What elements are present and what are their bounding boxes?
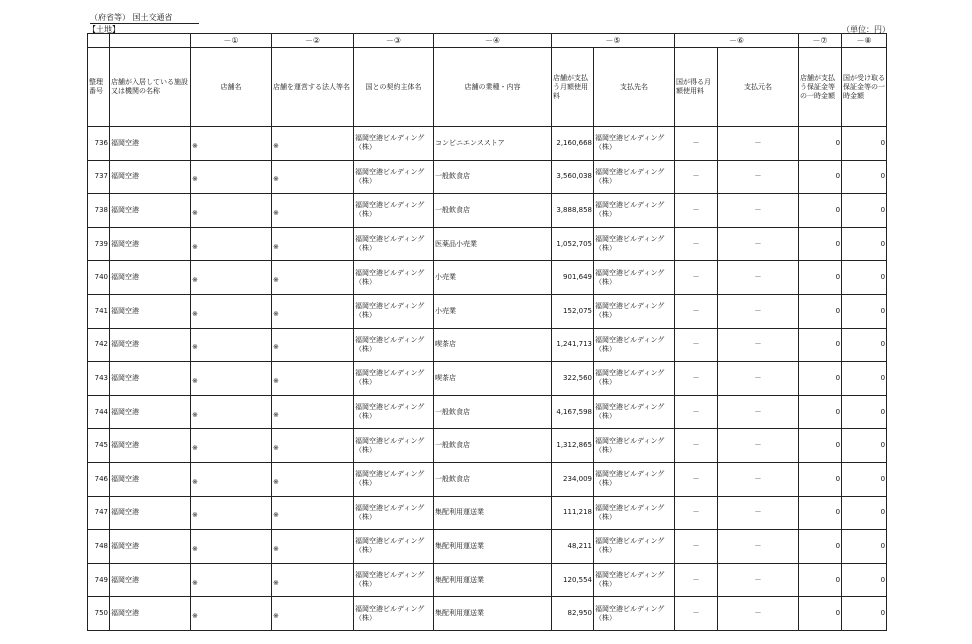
deposit-amount: 0 [799,563,842,597]
column-header-row [88,48,887,127]
store-table [87,33,887,631]
facility-name: 福岡空港 [110,362,191,396]
business-type: 喫茶店 [434,362,552,396]
deposit-amount: 0 [799,328,842,362]
monthly-fee: 3,560,038 [552,160,594,194]
gov-deposit-amount: 0 [842,328,887,362]
payer-name: － [718,597,799,631]
table-row [88,261,887,295]
gov-monthly-fee: － [675,261,718,295]
deposit-amount: 0 [799,362,842,396]
table-body [88,127,887,631]
business-type: 集配利用運送業 [434,496,552,530]
facility-name: 福岡空港 [110,227,191,261]
monthly-fee: 234,009 [552,462,594,496]
gov-monthly-fee: － [675,429,718,463]
contractor-name: 福岡空港ビルディング（株） [354,597,434,631]
row-number: 736 [88,127,110,161]
table-row [88,160,887,194]
table-row [88,530,887,564]
business-type: 集配利用運送業 [434,530,552,564]
store-name: ※ [191,362,272,396]
row-number: 739 [88,227,110,261]
facility-name: 福岡空港 [110,429,191,463]
business-type: 一般飲食店 [434,429,552,463]
monthly-fee: 1,052,705 [552,227,594,261]
row-number: 741 [88,294,110,328]
table-row [88,328,887,362]
colnum-2: －① [191,34,272,48]
table-row [88,462,887,496]
row-number: 746 [88,462,110,496]
table-row [88,227,887,261]
store-name: ※ [191,261,272,295]
contractor-name: 福岡空港ビルディング（株） [354,530,434,564]
header-fee: 店舗が支払う月額使用料 [552,48,594,127]
store-name: ※ [191,395,272,429]
gov-monthly-fee: － [675,530,718,564]
gov-monthly-fee: － [675,227,718,261]
gov-monthly-fee: － [675,328,718,362]
business-type: 一般飲食店 [434,462,552,496]
payee-name: 福岡空港ビルディング（株） [594,530,675,564]
facility-name: 福岡空港 [110,127,191,161]
row-number: 744 [88,395,110,429]
deposit-amount: 0 [799,530,842,564]
row-number: 743 [88,362,110,396]
gov-deposit-amount: 0 [842,395,887,429]
contractor-name: 福岡空港ビルディング（株） [354,261,434,295]
payer-name: － [718,328,799,362]
facility-name: 福岡空港 [110,160,191,194]
deposit-amount: 0 [799,395,842,429]
header-payee: 支払先名 [594,48,675,127]
facility-name: 福岡空港 [110,328,191,362]
payee-name: 福岡空港ビルディング（株） [594,261,675,295]
payee-name: 福岡空港ビルディング（株） [594,294,675,328]
payee-name: 福岡空港ビルディング（株） [594,462,675,496]
operator-name: ※ [272,328,354,362]
monthly-fee: 48,211 [552,530,594,564]
row-number: 737 [88,160,110,194]
deposit-amount: 0 [799,462,842,496]
gov-monthly-fee: － [675,362,718,396]
monthly-fee: 2,160,668 [552,127,594,161]
gov-deposit-amount: 0 [842,563,887,597]
operator-name: ※ [272,530,354,564]
operator-name: ※ [272,395,354,429]
deposit-amount: 0 [799,127,842,161]
payee-name: 福岡空港ビルディング（株） [594,127,675,161]
header-facility: 店舗が入居している施設又は機関の名称 [110,48,191,127]
payer-name: － [718,395,799,429]
store-name: ※ [191,160,272,194]
contractor-name: 福岡空港ビルディング（株） [354,328,434,362]
operator-name: ※ [272,160,354,194]
ministry-label: （府省等） 国土交通省 [90,12,199,24]
operator-name: ※ [272,362,354,396]
deposit-amount: 0 [799,194,842,228]
facility-name: 福岡空港 [110,563,191,597]
operator-name: ※ [272,227,354,261]
facility-name: 福岡空港 [110,395,191,429]
row-number: 740 [88,261,110,295]
monthly-fee: 901,649 [552,261,594,295]
row-number: 750 [88,597,110,631]
monthly-fee: 120,554 [552,563,594,597]
business-type: 集配利用運送業 [434,597,552,631]
payer-name: － [718,227,799,261]
business-type: コンビニエンスストア [434,127,552,161]
payer-name: － [718,462,799,496]
gov-deposit-amount: 0 [842,597,887,631]
business-type: 医薬品小売業 [434,227,552,261]
colnum-0 [88,34,110,48]
deposit-amount: 0 [799,429,842,463]
gov-monthly-fee: － [675,496,718,530]
monthly-fee: 3,888,858 [552,194,594,228]
store-name: ※ [191,127,272,161]
facility-name: 福岡空港 [110,462,191,496]
gov-monthly-fee: － [675,563,718,597]
store-name: ※ [191,496,272,530]
business-type: 喫茶店 [434,328,552,362]
deposit-amount: 0 [799,261,842,295]
payee-name: 福岡空港ビルディング（株） [594,597,675,631]
gov-monthly-fee: － [675,127,718,161]
contractor-name: 福岡空港ビルディング（株） [354,194,434,228]
row-number: 742 [88,328,110,362]
header-operator: 店舗を運営する法人等名 [272,48,354,127]
gov-deposit-amount: 0 [842,530,887,564]
contractor-name: 福岡空港ビルディング（株） [354,462,434,496]
monthly-fee: 111,218 [552,496,594,530]
operator-name: ※ [272,294,354,328]
business-type: 集配利用運送業 [434,563,552,597]
store-name: ※ [191,462,272,496]
operator-name: ※ [272,261,354,295]
payee-name: 福岡空港ビルディング（株） [594,429,675,463]
business-type: 一般飲食店 [434,160,552,194]
colnum-3: －② [272,34,354,48]
business-type: 一般飲食店 [434,395,552,429]
header-contractor: 国との契約主体名 [354,48,434,127]
gov-monthly-fee: － [675,194,718,228]
store-name: ※ [191,328,272,362]
facility-name: 福岡空港 [110,496,191,530]
store-name: ※ [191,530,272,564]
gov-deposit-amount: 0 [842,227,887,261]
colnum-10: －⑦ [799,34,842,48]
contractor-name: 福岡空港ビルディング（株） [354,127,434,161]
facility-name: 福岡空港 [110,597,191,631]
contractor-name: 福岡空港ビルディング（株） [354,294,434,328]
category-label: 【土地】 [88,25,120,34]
store-name: ※ [191,563,272,597]
payee-name: 福岡空港ビルディング（株） [594,227,675,261]
table-row [88,395,887,429]
monthly-fee: 1,241,713 [552,328,594,362]
gov-deposit-amount: 0 [842,496,887,530]
store-name: ※ [191,194,272,228]
operator-name: ※ [272,462,354,496]
table-row [88,563,887,597]
colnum-11: －⑧ [842,34,887,48]
gov-monthly-fee: － [675,462,718,496]
row-number: 738 [88,194,110,228]
header-business: 店舗の業種・内容 [434,48,552,127]
facility-name: 福岡空港 [110,530,191,564]
colnum-1 [110,34,191,48]
table-row [88,362,887,396]
contractor-name: 福岡空港ビルディング（株） [354,429,434,463]
payer-name: － [718,530,799,564]
deposit-amount: 0 [799,597,842,631]
payer-name: － [718,362,799,396]
deposit-amount: 0 [799,160,842,194]
business-type: 一般飲食店 [434,194,552,228]
table-row [88,194,887,228]
payer-name: － [718,261,799,295]
contractor-name: 福岡空港ビルディング（株） [354,362,434,396]
payer-name: － [718,194,799,228]
payer-name: － [718,294,799,328]
header-gov-deposit: 国が受け取る保証金等の一時金額 [842,48,887,127]
contractor-name: 福岡空港ビルディング（株） [354,227,434,261]
gov-monthly-fee: － [675,395,718,429]
table-row [88,127,887,161]
store-name: ※ [191,294,272,328]
facility-name: 福岡空港 [110,194,191,228]
operator-name: ※ [272,127,354,161]
header-payer: 支払元名 [718,48,799,127]
gov-monthly-fee: － [675,160,718,194]
table-row [88,597,887,631]
header-store: 店舗名 [191,48,272,127]
header-deposit: 店舗が支払う保証金等の一時金額 [799,48,842,127]
contractor-name: 福岡空港ビルディング（株） [354,395,434,429]
gov-deposit-amount: 0 [842,362,887,396]
row-number: 749 [88,563,110,597]
column-number-row [88,34,887,48]
header-gov-fee: 国が得る月額使用料 [675,48,718,127]
facility-name: 福岡空港 [110,294,191,328]
monthly-fee: 152,075 [552,294,594,328]
contractor-name: 福岡空港ビルディング（株） [354,160,434,194]
store-name: ※ [191,227,272,261]
colnum-8: －⑥ [675,34,799,48]
unit-label: （単位：円） [842,25,890,34]
gov-deposit-amount: 0 [842,127,887,161]
gov-deposit-amount: 0 [842,462,887,496]
operator-name: ※ [272,429,354,463]
table-row [88,496,887,530]
payer-name: － [718,429,799,463]
gov-deposit-amount: 0 [842,194,887,228]
deposit-amount: 0 [799,294,842,328]
monthly-fee: 4,167,598 [552,395,594,429]
payer-name: － [718,563,799,597]
table-row [88,294,887,328]
row-number: 748 [88,530,110,564]
payer-name: － [718,160,799,194]
row-number: 745 [88,429,110,463]
colnum-6: －⑤ [552,34,675,48]
payee-name: 福岡空港ビルディング（株） [594,362,675,396]
gov-deposit-amount: 0 [842,160,887,194]
payee-name: 福岡空港ビルディング（株） [594,395,675,429]
operator-name: ※ [272,194,354,228]
payee-name: 福岡空港ビルディング（株） [594,160,675,194]
gov-monthly-fee: － [675,294,718,328]
gov-deposit-amount: 0 [842,294,887,328]
table-row [88,429,887,463]
operator-name: ※ [272,597,354,631]
row-number: 747 [88,496,110,530]
payee-name: 福岡空港ビルディング（株） [594,194,675,228]
payer-name: － [718,127,799,161]
monthly-fee: 322,560 [552,362,594,396]
operator-name: ※ [272,496,354,530]
business-type: 小売業 [434,261,552,295]
contractor-name: 福岡空港ビルディング（株） [354,496,434,530]
deposit-amount: 0 [799,227,842,261]
store-name: ※ [191,597,272,631]
payee-name: 福岡空港ビルディング（株） [594,563,675,597]
gov-deposit-amount: 0 [842,261,887,295]
payee-name: 福岡空港ビルディング（株） [594,496,675,530]
business-type: 小売業 [434,294,552,328]
contractor-name: 福岡空港ビルディング（株） [354,563,434,597]
colnum-5: －④ [434,34,552,48]
operator-name: ※ [272,563,354,597]
monthly-fee: 82,950 [552,597,594,631]
gov-monthly-fee: － [675,597,718,631]
payee-name: 福岡空港ビルディング（株） [594,328,675,362]
header-no: 整理番号 [88,48,110,127]
colnum-4: －③ [354,34,434,48]
facility-name: 福岡空港 [110,261,191,295]
store-name: ※ [191,429,272,463]
gov-deposit-amount: 0 [842,429,887,463]
monthly-fee: 1,312,865 [552,429,594,463]
deposit-amount: 0 [799,496,842,530]
payer-name: － [718,496,799,530]
